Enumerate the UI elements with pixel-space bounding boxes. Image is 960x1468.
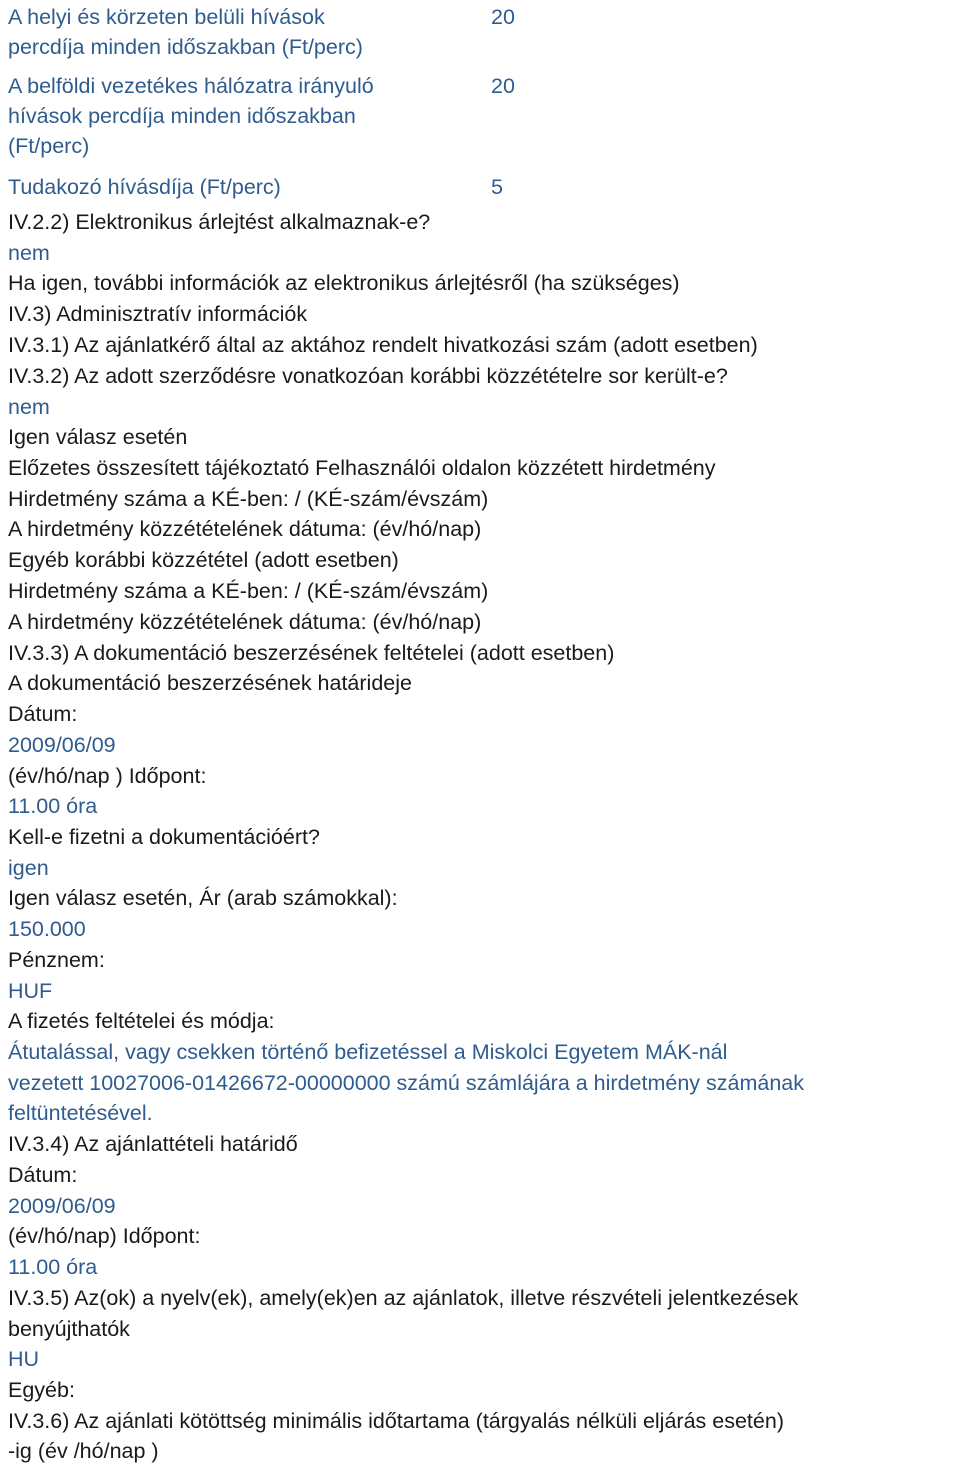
answer-value: igen bbox=[8, 856, 49, 880]
section-heading: IV.3.4) Az ajánlattételi határidő bbox=[8, 1132, 298, 1156]
field-label: Egyéb: bbox=[8, 1378, 75, 1402]
field-label: A fizetés feltételei és módja: bbox=[8, 1009, 275, 1033]
fee-value: 5 bbox=[491, 175, 503, 199]
field-label: (év/hó/nap) Időpont: bbox=[8, 1224, 201, 1248]
field-label: Kell-e fizetni a dokumentációért? bbox=[8, 825, 320, 849]
answer-value: Átutalással, vagy csekken történő befizetéssel a Miskolci Egyetem MÁK-nál bbox=[8, 1040, 728, 1064]
answer-value: 11.00 óra bbox=[8, 1255, 98, 1279]
section-heading: IV.3.6) Az ajánlati kötöttség minimális időtartama (tárgyalás nélküli eljárás esetén) bbox=[8, 1409, 784, 1433]
field-label: Hirdetmény száma a KÉ-ben: / (KÉ-szám/évszám) bbox=[8, 579, 489, 603]
fee-value: 20 bbox=[491, 5, 515, 29]
fee-label: A belföldi vezetékes hálózatra irányuló bbox=[8, 74, 374, 98]
section-heading: IV.3.2) Az adott szerződésre vonatkozóan korábbi közzétételre sor került-e? bbox=[8, 364, 728, 388]
section-heading: IV.3.1) Az ajánlatkérő által az aktához rendelt hivatkozási szám (adott esetben) bbox=[8, 333, 758, 357]
answer-value: 2009/06/09 bbox=[8, 1194, 116, 1218]
field-label: Előzetes összesített tájékoztató Felhasználói oldalon közzétett hirdetmény bbox=[8, 456, 716, 480]
section-heading: IV.3) Adminisztratív információk bbox=[8, 302, 308, 326]
answer-value: HUF bbox=[8, 979, 53, 1003]
field-label: (év/hó/nap ) Időpont: bbox=[8, 764, 207, 788]
answer-value: nem bbox=[8, 395, 50, 419]
section-heading: IV.3.3) A dokumentáció beszerzésének feltételei (adott esetben) bbox=[8, 641, 615, 665]
fee-label: hívások percdíja minden időszakban bbox=[8, 104, 356, 128]
answer-value: 11.00 óra bbox=[8, 794, 98, 818]
field-label: Igen válasz esetén bbox=[8, 425, 188, 449]
fee-label: A helyi és körzeten belüli hívások bbox=[8, 5, 325, 29]
fee-label: (Ft/perc) bbox=[8, 134, 90, 158]
section-heading: IV.2.2) Elektronikus árlejtést alkalmaznak-e? bbox=[8, 210, 431, 234]
answer-value: feltüntetésével. bbox=[8, 1101, 153, 1125]
field-label: Dátum: bbox=[8, 1163, 78, 1187]
field-label: Dátum: bbox=[8, 702, 78, 726]
field-label: Hirdetmény száma a KÉ-ben: / (KÉ-szám/évszám) bbox=[8, 487, 489, 511]
field-label: A hirdetmény közzétételének dátuma: (év/hó/nap) bbox=[8, 517, 482, 541]
answer-value: nem bbox=[8, 241, 50, 265]
field-label: Pénznem: bbox=[8, 948, 105, 972]
answer-value: vezetett 10027006-01426672-00000000 számú számlájára a hirdetmény számának bbox=[8, 1071, 805, 1095]
answer-value: HU bbox=[8, 1347, 40, 1371]
answer-value: 150.000 bbox=[8, 917, 86, 941]
fee-label: percdíja minden időszakban (Ft/perc) bbox=[8, 35, 363, 59]
field-label: -ig (év /hó/nap ) bbox=[8, 1439, 159, 1463]
field-label: Igen válasz esetén, Ár (arab számokkal): bbox=[8, 886, 398, 910]
section-heading: benyújthatók bbox=[8, 1317, 130, 1341]
fee-label: Tudakozó hívásdíja (Ft/perc) bbox=[8, 175, 281, 199]
field-label: Ha igen, további információk az elektronikus árlejtésről (ha szükséges) bbox=[8, 271, 680, 295]
section-heading: IV.3.5) Az(ok) a nyelv(ek), amely(ek)en az ajánlatok, illetve részvételi jelentkezések bbox=[8, 1286, 799, 1310]
answer-value: 2009/06/09 bbox=[8, 733, 116, 757]
fee-value: 20 bbox=[491, 74, 515, 98]
field-label: A dokumentáció beszerzésének határideje bbox=[8, 671, 412, 695]
field-label: Egyéb korábbi közzététel (adott esetben) bbox=[8, 548, 399, 572]
field-label: A hirdetmény közzétételének dátuma: (év/hó/nap) bbox=[8, 610, 482, 634]
